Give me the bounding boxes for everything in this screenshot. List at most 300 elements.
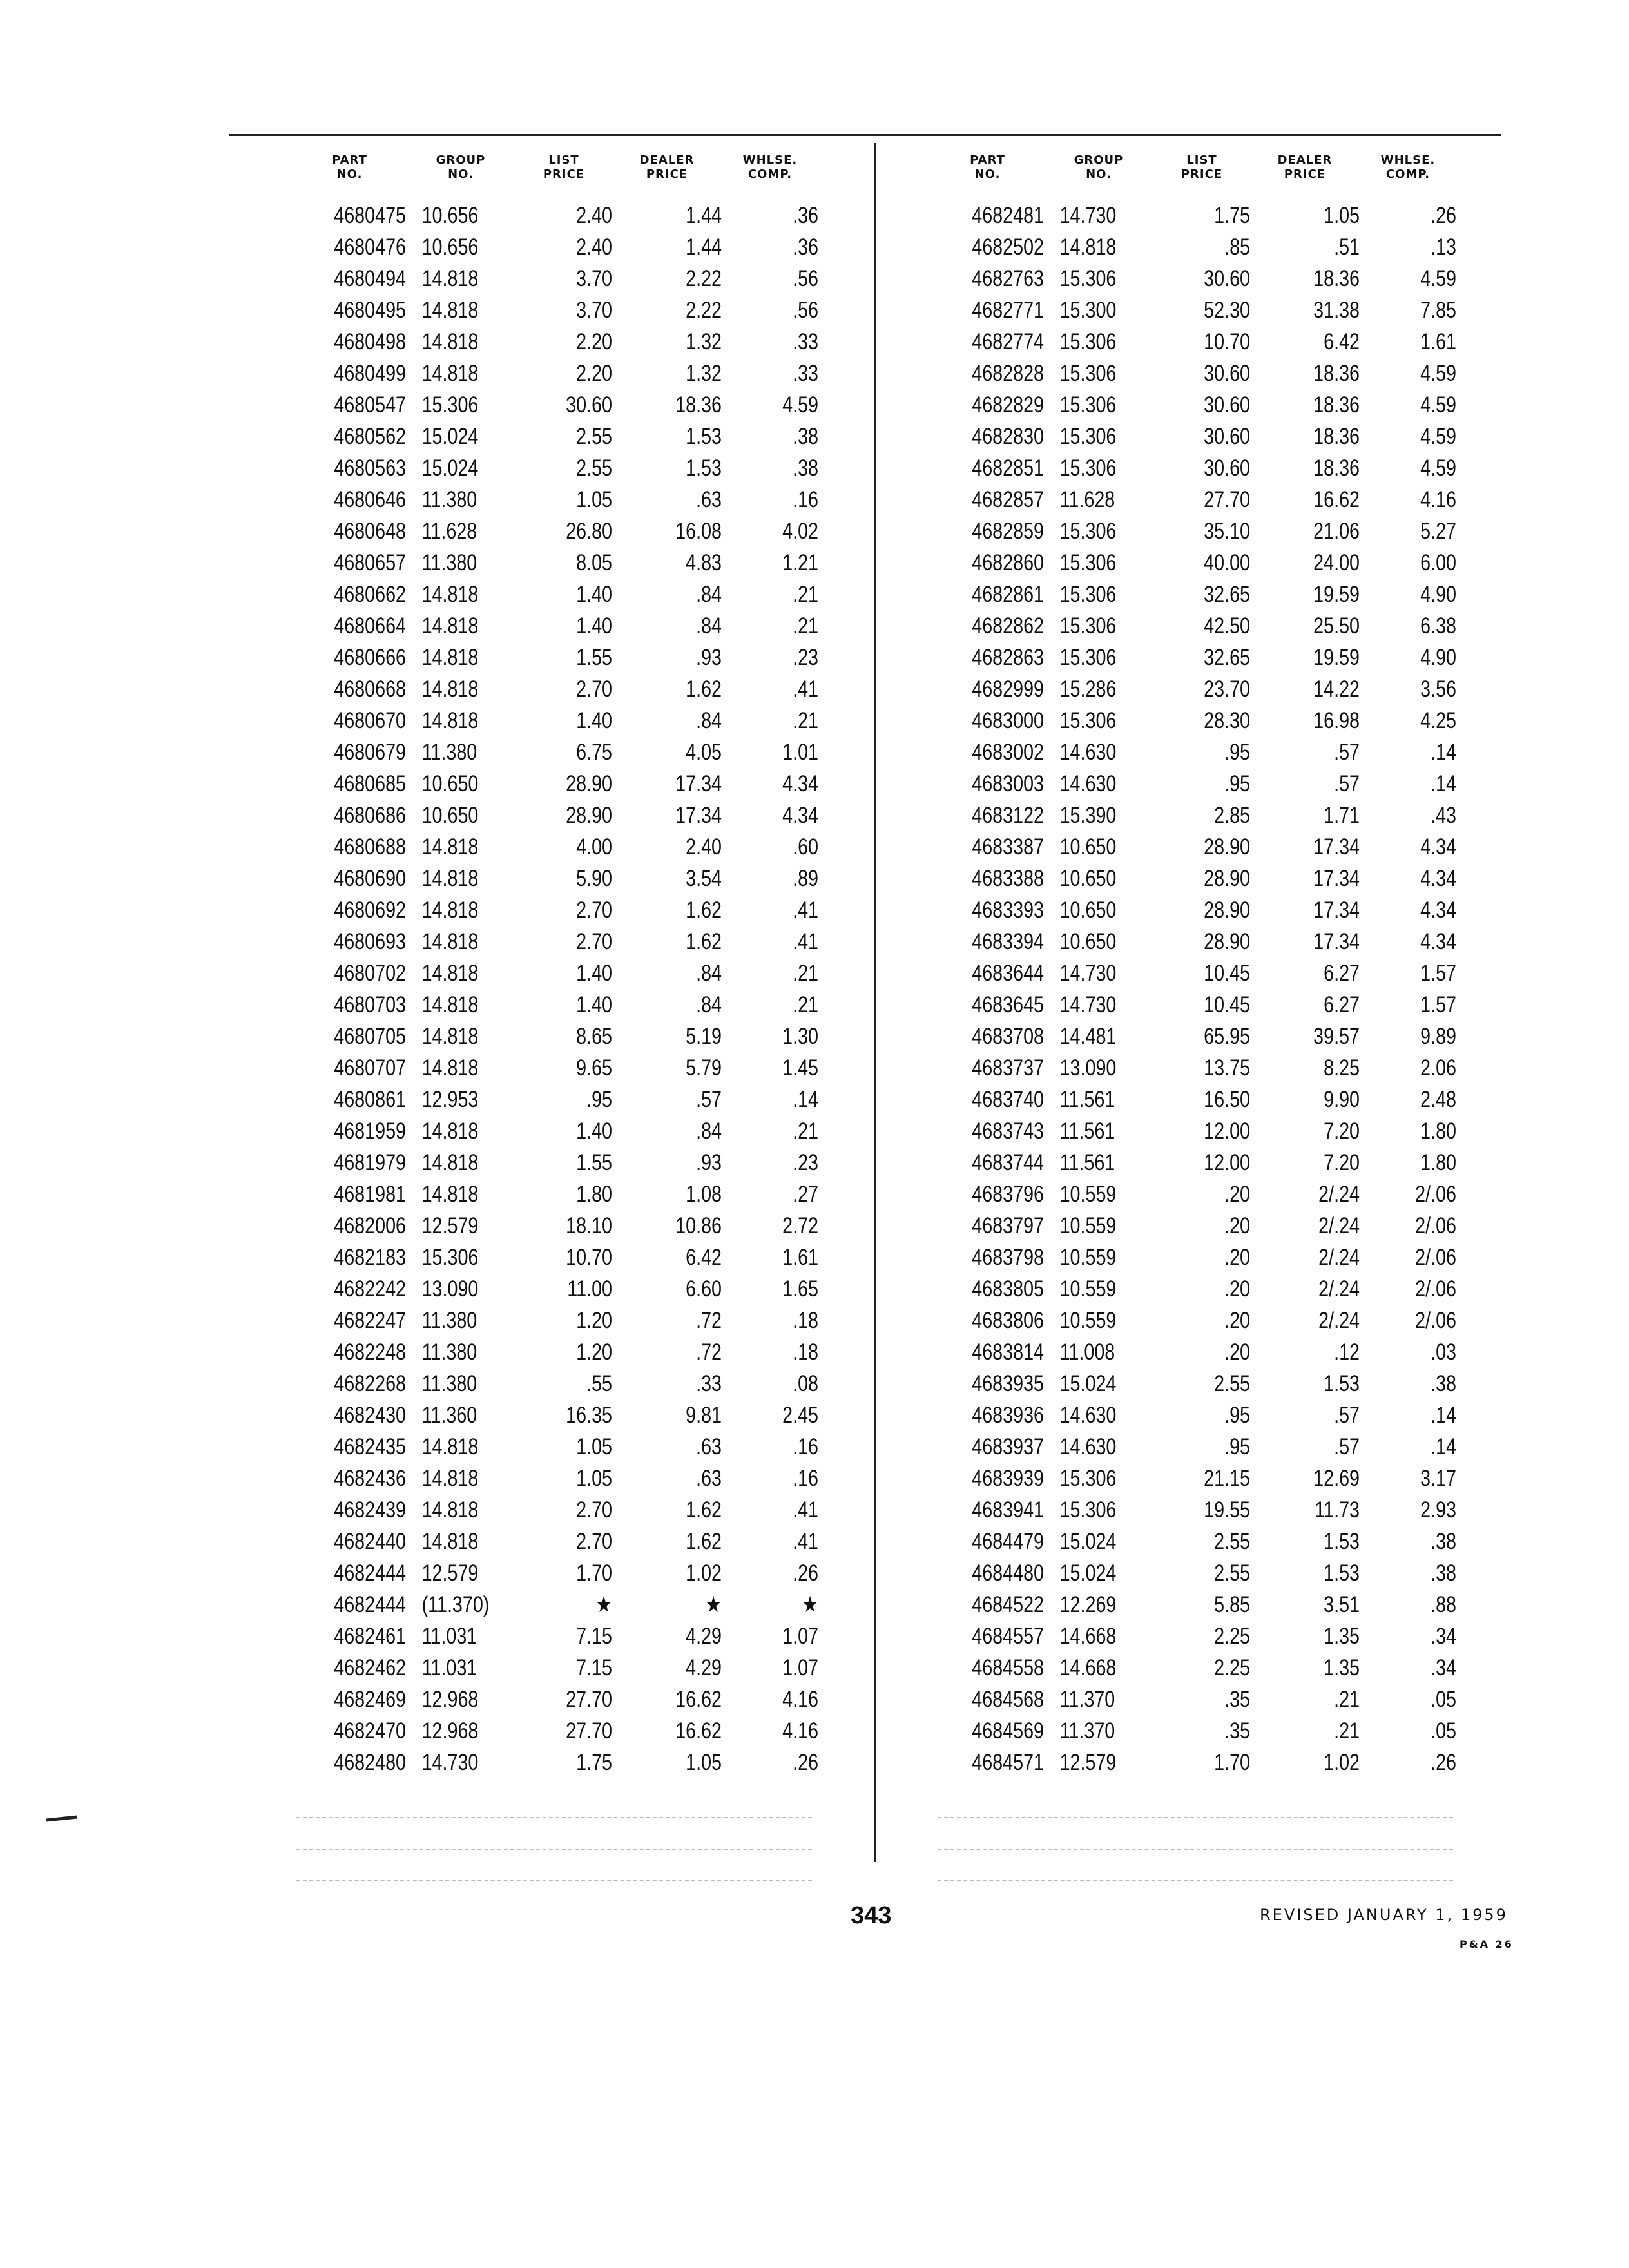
group-no-cell: 11.370 <box>1059 1718 1115 1744</box>
part-no-cell: 4682771 <box>972 297 1044 323</box>
whlse-comp-cell: .18 <box>793 1339 818 1365</box>
group-no-cell: 14.818 <box>421 1118 479 1144</box>
whlse-comp-cell: 4.59 <box>1420 423 1456 449</box>
whlse-comp-cell: 1.61 <box>782 1244 818 1270</box>
whlse-comp-cell: .34 <box>1431 1655 1456 1680</box>
part-no-cell: 4680688 <box>334 834 406 860</box>
group-no-cell: 15.306 <box>1059 329 1117 354</box>
list-price-cell: 2.25 <box>1214 1623 1250 1649</box>
part-no-cell: 4682444 <box>334 1560 406 1586</box>
list-price-cell: .20 <box>1224 1244 1250 1270</box>
whlse-comp-cell: .56 <box>793 265 818 291</box>
dealer-price-cell: 11.73 <box>1315 1497 1360 1523</box>
group-no-cell: 12.953 <box>421 1086 479 1112</box>
faint-rule <box>938 1849 1453 1850</box>
part-no-cell: 4683000 <box>972 707 1044 733</box>
right-rows <box>931 200 1456 1778</box>
dealer-price-cell: 5.19 <box>686 1023 722 1049</box>
whlse-comp-cell: .23 <box>793 644 818 670</box>
list-price-cell: 10.45 <box>1204 960 1250 986</box>
list-price-cell: 2.40 <box>576 202 612 228</box>
part-no-cell: 4682006 <box>334 1213 406 1238</box>
part-no-cell: 4680707 <box>334 1055 406 1081</box>
table-row <box>931 326 1456 358</box>
dealer-price-cell: .57 <box>1334 1402 1360 1428</box>
dealer-price-cell: .84 <box>696 960 722 986</box>
list-price-cell: 42.50 <box>1204 613 1250 639</box>
dealer-price-cell: 1.02 <box>1324 1749 1360 1775</box>
group-no-cell: 14.818 <box>421 265 479 291</box>
whlse-comp-cell: 2/.06 <box>1415 1307 1456 1333</box>
whlse-comp-cell: .21 <box>793 992 818 1017</box>
list-price-cell: 23.70 <box>1204 676 1250 702</box>
part-no-cell: 4680475 <box>334 202 406 228</box>
part-no-cell: 4683122 <box>972 802 1044 828</box>
whlse-comp-cell: 6.00 <box>1420 550 1456 575</box>
dealer-price-cell: 1.08 <box>686 1181 722 1207</box>
part-no-cell: 4682502 <box>972 234 1044 260</box>
list-price-cell: .95 <box>1224 1434 1250 1459</box>
list-price-cell: 2.55 <box>1214 1370 1250 1396</box>
table-row <box>931 547 1456 579</box>
dealer-price-cell: 17.34 <box>1313 865 1360 891</box>
part-no-cell: 4680562 <box>334 423 406 449</box>
faint-rule <box>938 1880 1453 1881</box>
table-row <box>931 294 1456 326</box>
whlse-comp-cell: 2.48 <box>1420 1086 1456 1112</box>
table-row <box>293 989 818 1021</box>
list-price-cell: 2.55 <box>1214 1528 1250 1554</box>
whlse-comp-cell: 1.45 <box>782 1055 818 1081</box>
table-row <box>293 1684 818 1715</box>
table-row <box>931 1526 1456 1557</box>
list-price-cell: .85 <box>1224 234 1250 260</box>
dealer-price-cell: .57 <box>1334 771 1360 796</box>
list-price-cell: 3.70 <box>576 297 612 323</box>
group-no-cell: 14.818 <box>421 644 479 670</box>
group-no-cell: 15.300 <box>1059 297 1117 323</box>
group-no-cell: 15.024 <box>421 455 479 481</box>
group-no-cell: 14.630 <box>1059 771 1117 796</box>
dealer-price-cell: 1.44 <box>686 202 722 228</box>
table-row <box>293 673 818 705</box>
whlse-comp-cell: .41 <box>793 1497 818 1523</box>
table-row <box>293 1147 818 1178</box>
group-no-cell: 14.730 <box>421 1749 479 1775</box>
group-no-cell: 13.090 <box>1059 1055 1117 1081</box>
whlse-comp-cell: .38 <box>1431 1528 1456 1554</box>
dealer-price-cell: 4.29 <box>686 1623 722 1649</box>
part-no-cell: 4682828 <box>972 360 1044 386</box>
dealer-price-cell: 18.36 <box>1313 360 1360 386</box>
table-row <box>293 452 818 484</box>
whlse-comp-cell: .16 <box>793 486 818 512</box>
dealer-price-cell: 2/.24 <box>1318 1276 1360 1302</box>
group-no-cell: 15.024 <box>421 423 479 449</box>
list-price-cell: 30.60 <box>1204 360 1250 386</box>
group-no-cell: 10.559 <box>1059 1307 1117 1333</box>
list-price-cell: 28.30 <box>1204 707 1250 733</box>
table-row <box>293 610 818 642</box>
part-no-cell: 4683644 <box>972 960 1044 986</box>
table-row <box>931 1652 1456 1684</box>
list-price-cell: 2.55 <box>1214 1560 1250 1586</box>
group-no-cell: 15.306 <box>1059 423 1117 449</box>
part-no-cell: 4683797 <box>972 1213 1044 1238</box>
part-no-cell: 4683936 <box>972 1402 1044 1428</box>
dealer-price-cell: 1.62 <box>686 1528 722 1554</box>
table-row <box>931 1305 1456 1336</box>
table-row <box>293 736 818 768</box>
group-no-cell: 14.818 <box>421 297 479 323</box>
dealer-price-cell: 1.32 <box>686 360 722 386</box>
list-price-cell: 1.75 <box>1214 202 1250 228</box>
dealer-price-cell: .57 <box>1334 739 1360 765</box>
group-no-cell: 15.306 <box>1059 581 1117 607</box>
dealer-price-cell: .21 <box>1334 1718 1360 1744</box>
part-no-cell: 4682430 <box>334 1402 406 1428</box>
dealer-price-cell: .57 <box>1334 1434 1360 1459</box>
dealer-price-cell: .93 <box>696 1149 722 1175</box>
whlse-comp-cell: 1.01 <box>782 739 818 765</box>
group-no-cell: 10.650 <box>421 802 479 828</box>
list-price-cell: 32.65 <box>1204 581 1250 607</box>
list-price-cell: 30.60 <box>1204 392 1250 418</box>
list-price-cell: 2.85 <box>1214 802 1250 828</box>
dealer-price-cell: 1.05 <box>686 1749 722 1775</box>
whlse-comp-cell: .23 <box>793 1149 818 1175</box>
dealer-price-cell: 6.60 <box>686 1276 722 1302</box>
list-price-cell: 16.50 <box>1204 1086 1250 1112</box>
whlse-comp-cell: .38 <box>1431 1370 1456 1396</box>
group-no-cell: 10.650 <box>1059 865 1117 891</box>
group-no-cell: 11.628 <box>421 518 477 544</box>
part-no-cell: 4683388 <box>972 865 1044 891</box>
whlse-comp-cell: .41 <box>793 676 818 702</box>
whlse-comp-cell: 4.34 <box>1420 834 1456 860</box>
list-price-cell: 1.80 <box>576 1181 612 1207</box>
whlse-comp-cell: .21 <box>793 960 818 986</box>
table-row <box>931 957 1456 989</box>
header-whlse-comp: WHLSE. COMP. <box>1380 153 1436 181</box>
group-no-cell: 15.306 <box>421 1244 479 1270</box>
part-no-cell: 4682861 <box>972 581 1044 607</box>
list-price-cell: 10.70 <box>566 1244 612 1270</box>
group-no-cell: 14.818 <box>421 928 479 954</box>
dealer-price-cell: 17.34 <box>675 771 722 796</box>
whlse-comp-cell: .14 <box>1431 739 1456 765</box>
whlse-comp-cell: .38 <box>793 455 818 481</box>
list-price-cell: 28.90 <box>566 802 612 828</box>
table-row <box>293 1715 818 1747</box>
group-no-cell: 13.090 <box>421 1276 479 1302</box>
part-no-cell: 4684569 <box>972 1718 1044 1744</box>
list-price-cell: 5.85 <box>1214 1591 1250 1617</box>
dealer-price-cell: .12 <box>1334 1339 1360 1365</box>
dealer-price-cell: 17.34 <box>1313 897 1360 923</box>
whlse-comp-cell: .14 <box>793 1086 818 1112</box>
part-no-cell: 4684568 <box>972 1686 1044 1712</box>
table-row <box>931 1684 1456 1715</box>
table-row <box>293 421 818 452</box>
dealer-price-cell: 1.53 <box>686 423 722 449</box>
whlse-comp-cell: .41 <box>793 928 818 954</box>
table-row <box>931 1052 1456 1084</box>
group-no-cell: 12.579 <box>421 1213 479 1238</box>
part-no-cell: 4682440 <box>334 1528 406 1554</box>
table-row <box>931 1021 1456 1052</box>
whlse-comp-cell: .33 <box>793 329 818 354</box>
part-no-cell: 4682242 <box>334 1276 406 1302</box>
part-no-cell: 4680499 <box>334 360 406 386</box>
table-row <box>931 263 1456 294</box>
whlse-comp-cell: 4.16 <box>1420 486 1456 512</box>
dealer-price-cell: 1.44 <box>686 234 722 260</box>
table-row <box>293 1494 818 1526</box>
whlse-comp-cell: .88 <box>1431 1591 1456 1617</box>
part-no-cell: 4683937 <box>972 1434 1044 1459</box>
group-no-cell: 15.390 <box>1059 802 1117 828</box>
dealer-price-cell: 7.20 <box>1324 1149 1360 1175</box>
table-row <box>931 768 1456 800</box>
part-no-cell: 4680498 <box>334 329 406 354</box>
list-price-cell: .95 <box>586 1086 612 1112</box>
table-row <box>931 673 1456 705</box>
part-no-cell: 4680476 <box>334 234 406 260</box>
part-no-cell: 4683393 <box>972 897 1044 923</box>
list-price-cell: 2.70 <box>576 928 612 954</box>
part-no-cell: 4682830 <box>972 423 1044 449</box>
whlse-comp-cell: .16 <box>793 1465 818 1491</box>
header-group-no: GROUP NO. <box>1074 153 1124 181</box>
faint-rule <box>938 1817 1453 1818</box>
list-price-cell: 6.75 <box>576 739 612 765</box>
list-price-cell: 10.45 <box>1204 992 1250 1017</box>
dealer-price-cell: 39.57 <box>1313 1023 1360 1049</box>
header-dealer-price: DEALER PRICE <box>1277 153 1333 181</box>
group-no-cell: 10.559 <box>1059 1244 1117 1270</box>
table-row <box>293 1115 818 1147</box>
whlse-comp-cell: .27 <box>793 1181 818 1207</box>
list-price-cell: 28.90 <box>1204 928 1250 954</box>
group-no-cell: 11.031 <box>421 1655 477 1680</box>
table-row <box>293 263 818 294</box>
group-no-cell: 12.968 <box>421 1718 479 1744</box>
group-no-cell: 12.579 <box>421 1560 479 1586</box>
table-row <box>293 1210 818 1242</box>
table-row <box>293 389 818 421</box>
dealer-price-cell: .84 <box>696 992 722 1017</box>
group-no-cell: 15.306 <box>1059 707 1117 733</box>
whlse-comp-cell: .41 <box>793 1528 818 1554</box>
dealer-price-cell: ★ <box>705 1591 722 1617</box>
dealer-price-cell: 7.20 <box>1324 1118 1360 1144</box>
dealer-price-cell: 17.34 <box>675 802 722 828</box>
dealer-price-cell: 1.71 <box>1324 802 1360 828</box>
dealer-price-cell: 24.00 <box>1313 550 1360 575</box>
list-price-cell: 30.60 <box>1204 455 1250 481</box>
list-price-cell: 26.80 <box>566 518 612 544</box>
whlse-comp-cell: .89 <box>793 865 818 891</box>
table-row <box>293 1242 818 1273</box>
list-price-cell: 2.55 <box>576 455 612 481</box>
right-header-row <box>931 153 1456 193</box>
dealer-price-cell: 6.27 <box>1324 960 1360 986</box>
table-row <box>293 705 818 736</box>
part-no-cell: 4682439 <box>334 1497 406 1523</box>
table-row <box>931 610 1456 642</box>
part-no-cell: 4682481 <box>972 202 1044 228</box>
dealer-price-cell: 5.79 <box>686 1055 722 1081</box>
whlse-comp-cell: 1.57 <box>1420 960 1456 986</box>
table-row <box>293 768 818 800</box>
dealer-price-cell: .84 <box>696 1118 722 1144</box>
whlse-comp-cell: .26 <box>1431 202 1456 228</box>
group-no-cell: 11.380 <box>421 486 477 512</box>
part-no-cell: 4684571 <box>972 1749 1044 1775</box>
dealer-price-cell: .72 <box>696 1307 722 1333</box>
group-no-cell: 14.730 <box>1059 202 1117 228</box>
whlse-comp-cell: .33 <box>793 360 818 386</box>
part-no-cell: 4682999 <box>972 676 1044 702</box>
whlse-comp-cell: .36 <box>793 234 818 260</box>
dealer-price-cell: 18.36 <box>1313 392 1360 418</box>
part-no-cell: 4680646 <box>334 486 406 512</box>
table-row <box>931 484 1456 515</box>
group-no-cell: 12.968 <box>421 1686 479 1712</box>
table-row <box>931 1557 1456 1589</box>
whlse-comp-cell: 1.65 <box>782 1276 818 1302</box>
group-no-cell: 14.730 <box>1059 992 1117 1017</box>
list-price-cell: 10.70 <box>1204 329 1250 354</box>
whlse-comp-cell: 4.16 <box>782 1686 818 1712</box>
list-price-cell: ★ <box>595 1591 612 1617</box>
group-no-cell: 14.818 <box>421 329 479 354</box>
group-no-cell: 11.380 <box>421 1370 477 1396</box>
dealer-price-cell: .21 <box>1334 1686 1360 1712</box>
list-price-cell: .55 <box>586 1370 612 1396</box>
part-no-cell: 4684558 <box>972 1655 1044 1680</box>
header-list-price: LIST PRICE <box>543 153 585 181</box>
whlse-comp-cell: .18 <box>793 1307 818 1333</box>
group-no-cell: 14.818 <box>421 1497 479 1523</box>
list-price-cell: .35 <box>1224 1686 1250 1712</box>
table-row <box>931 1463 1456 1494</box>
table-row <box>293 800 818 831</box>
dealer-price-cell: 6.42 <box>686 1244 722 1270</box>
dealer-price-cell: 16.62 <box>1313 486 1360 512</box>
group-no-cell: 11.360 <box>421 1402 477 1428</box>
header-list-price: LIST PRICE <box>1181 153 1223 181</box>
part-no-cell: 4680563 <box>334 455 406 481</box>
part-no-cell: 4680670 <box>334 707 406 733</box>
whlse-comp-cell: .16 <box>793 1434 818 1459</box>
whlse-comp-cell: 4.34 <box>1420 928 1456 954</box>
whlse-comp-cell: 4.02 <box>782 518 818 544</box>
list-price-cell: 2.25 <box>1214 1655 1250 1680</box>
list-price-cell: 27.70 <box>566 1686 612 1712</box>
whlse-comp-cell: 9.89 <box>1420 1023 1456 1049</box>
dealer-price-cell: 12.69 <box>1313 1465 1360 1491</box>
group-no-cell: 15.306 <box>1059 265 1117 291</box>
whlse-comp-cell: 4.90 <box>1420 644 1456 670</box>
group-no-cell: 15.306 <box>1059 455 1117 481</box>
list-price-cell: .20 <box>1224 1276 1250 1302</box>
group-no-cell: 11.370 <box>1059 1686 1115 1712</box>
dealer-price-cell: 2/.24 <box>1318 1181 1360 1207</box>
table-row <box>931 515 1456 547</box>
list-price-cell: 9.65 <box>576 1055 612 1081</box>
part-no-cell: 4683796 <box>972 1181 1044 1207</box>
list-price-cell: 35.10 <box>1204 518 1250 544</box>
right-price-column <box>931 153 1456 1778</box>
table-row <box>293 231 818 263</box>
list-price-cell: 1.70 <box>576 1560 612 1586</box>
list-price-cell: 2.20 <box>576 329 612 354</box>
group-no-cell: 12.269 <box>1059 1591 1117 1617</box>
dealer-price-cell: 16.98 <box>1313 707 1360 733</box>
list-price-cell: 2.70 <box>576 1528 612 1554</box>
dealer-price-cell: 2.40 <box>686 834 722 860</box>
whlse-comp-cell: 4.25 <box>1420 707 1456 733</box>
group-no-cell: 14.630 <box>1059 739 1117 765</box>
group-no-cell: 11.380 <box>421 1339 477 1365</box>
table-row <box>931 1368 1456 1399</box>
table-row <box>931 1336 1456 1368</box>
list-price-cell: 1.05 <box>576 1465 612 1491</box>
dealer-price-cell: 18.36 <box>675 392 722 418</box>
list-price-cell: .95 <box>1224 739 1250 765</box>
part-no-cell: 4682829 <box>972 392 1044 418</box>
whlse-comp-cell: 4.59 <box>1420 360 1456 386</box>
dealer-price-cell: 18.36 <box>1313 423 1360 449</box>
table-row <box>293 1368 818 1399</box>
table-row <box>931 1715 1456 1747</box>
table-row <box>931 452 1456 484</box>
group-no-cell: 14.818 <box>421 707 479 733</box>
list-price-cell: 18.10 <box>566 1213 612 1238</box>
whlse-comp-cell: .41 <box>793 897 818 923</box>
group-no-cell: 15.306 <box>1059 550 1117 575</box>
table-row <box>931 1084 1456 1115</box>
group-no-cell: (11.370) <box>421 1591 490 1617</box>
group-no-cell: 10.559 <box>1059 1181 1117 1207</box>
list-price-cell: 1.55 <box>576 1149 612 1175</box>
dealer-price-cell: 2.22 <box>686 265 722 291</box>
dealer-price-cell: 18.36 <box>1313 455 1360 481</box>
group-no-cell: 14.818 <box>421 1149 479 1175</box>
group-no-cell: 14.668 <box>1059 1655 1117 1680</box>
list-price-cell: 1.40 <box>576 1118 612 1144</box>
whlse-comp-cell: 1.57 <box>1420 992 1456 1017</box>
part-no-cell: 4682248 <box>334 1339 406 1365</box>
dealer-price-cell: 1.53 <box>686 455 722 481</box>
part-no-cell: 4682462 <box>334 1655 406 1680</box>
group-no-cell: 14.668 <box>1059 1623 1117 1649</box>
group-no-cell: 10.656 <box>421 202 479 228</box>
dealer-price-cell: 1.53 <box>1324 1370 1360 1396</box>
dealer-price-cell: 1.62 <box>686 676 722 702</box>
dealer-price-cell: 1.53 <box>1324 1528 1360 1554</box>
table-row <box>931 231 1456 263</box>
group-no-cell: 14.730 <box>1059 960 1117 986</box>
dealer-price-cell: 1.32 <box>686 329 722 354</box>
group-no-cell: 10.650 <box>1059 834 1117 860</box>
whlse-comp-cell: 4.59 <box>1420 455 1456 481</box>
dealer-price-cell: .93 <box>696 644 722 670</box>
header-part-no: PART NO. <box>970 153 1005 181</box>
group-no-cell: 11.031 <box>421 1623 477 1649</box>
